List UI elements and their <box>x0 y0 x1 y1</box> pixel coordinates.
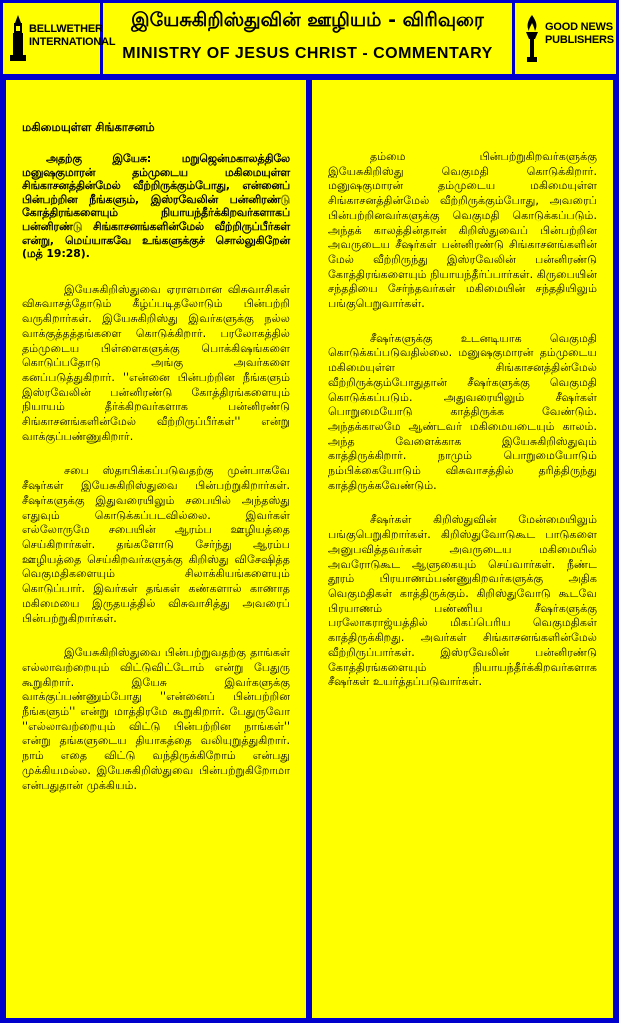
logo-left-line2: INTERNATIONAL <box>29 36 116 48</box>
logo-right-line1: GOOD NEWS <box>545 21 613 33</box>
bellwether-logo <box>3 3 116 74</box>
bell-tower-icon <box>9 15 27 61</box>
paragraph: இயேசுகிறிஸ்துவை பின்பற்றுவதற்கு தாங்கள் எல்லாவற்றையும் விட்டுவிட்டோம் என்று பேதுரு கூறுகிறார். இயேசு இவர்களுக்கு வாக்குப்பண்ணும்போது ''என்னைப் பின்பற்றின நீங்களும்'' என்று மாத்திரமே கூறுகிறார். பேதுருவோ ''எல்லாவற்றையும் விட்டு பின்பற்றின நாங்கள்'' என்று தங்களுடைய தியாகத்தை வலியுறுத்துகிறார். நாம் எதை விட்டு வந்திருக்கிறோம் என்பது முக்கியமல்ல. இயேசுகிறிஸ்துவை பின்பற்றுகிறோமா என்பதுதான் முக்கியம். <box>22 646 290 792</box>
left-column <box>6 80 306 1018</box>
good-news-logo-text <box>545 21 614 47</box>
title-english: MINISTRY OF JESUS CHRIST - COMMENTARY <box>122 45 493 62</box>
page-title <box>103 3 512 74</box>
scripture-quote: அதற்கு இயேசு: மறுஜென்மகாலத்திலே மனுஷகுமாரன் தம்முடைய மகிமையுள்ள சிங்காசனத்தின்மேல் வீற்றிருக்கும்போது, என்னைப் பின்பற்றின நீங்களும், இஸ்ரவேலின் பன்னிரண்டு கோத்திரங்களையும் நியாயந்தீர்க்கிறவர்களாகப் பன்னிரண்டு சிங்காசனங்களின்மேல் வீற்றிருப்பீர்கள் என்று, மெய்யாகவே உங்களுக்குச் சொல்லுகிறேன் (மத் 19:28). <box>22 152 290 261</box>
paragraph: இயேசுகிறிஸ்துவை ஏராளமான விசுவாசிகள் விசுவாசத்தோடும் கீழ்ப்படிதலோடும் பின்பற்றி வருகிறார்கள். இயேசுகிறிஸ்து இவர்களுக்கு நல்ல வாக்குத்தத்தங்களை கொடுக்கிறார். பரலோகத்தில் தம்முடைய பிள்ளைகளுக்கு பொக்கிஷங்களை கொடுப்பதோடு அங்கு அவர்களை கனப்படுத்துகிறார். ''என்னை பின்பற்றின நீங்களும் இஸ்ரவேலின் பன்னிரண்டு கோத்திரங்களையும் நியாயம் தீர்க்கிறவர்களாக பன்னிரண்டு சிங்காசனங்களின்மேல் வீற்றிருப்பீர்கள்'' என்று வாக்குப்பண்ணுகிறார். <box>22 282 290 443</box>
title-tamil: இயேசுகிறிஸ்துவின் ஊழியம் - விரிவுரை <box>131 9 484 31</box>
right-column <box>312 80 613 1018</box>
paragraph: தம்மை பின்பற்றுகிறவர்களுக்கு இயேசுகிறிஸ்து வெகுமதி கொடுக்கிறார். மனுஷகுமாரன் தம்முடைய மகிமையுள்ள சிங்காசனத்தின்மேல் வீற்றிருக்கும்போது, அவரைப் பின்பற்றினவர்களுக்கு வெகுமதி கொடுக்கப்படும். அந்தக் காலத்தின்தான் கிறிஸ்துவைப் பின்பற்றின அவருடைய சீஷர்கள் பன்னிரண்டு சிங்காசனங்களின் மேல் வீற்றிருந்து இஸ்ரவேலின் பன்னிரண்டு கோத்திரங்களையும் நியாயந்தீர்ப்பார்கள். கிருபையின் சந்ததியை சேர்ந்தவர்கள் மகிமையின் சந்ததியிலும் பங்குபெறுவார்கள். <box>328 150 597 311</box>
logo-right-line2: PUBLISHERS <box>545 34 614 46</box>
paragraph: சீஷர்களுக்கு உடனடியாக வெகுமதி கொடுக்கப்படுவதில்லை. மனுஷகுமாரன் தம்முடைய மகிமையுள்ள சிங்காசனத்தின்மேல் வீற்றிருக்கும்போதுதான் சீஷர்களுக்கு வெகுமதி கொடுக்கப்படும். அதுவரையிலும் சீஷர்கள் பொறுமையோடு காத்திருக்க வேண்டும். அந்தக்காலமே ஆண்டவர் மகிமையடையும் காலம். அந்த வேளைக்காக இயேசுகிறிஸ்துவும் காத்திருக்கிறார். நாமும் பொறுமையோடும் நம்பிக்கையோடும் விசுவாசத்தில் தரித்திருந்து காத்திருக்கவேண்டும். <box>328 331 597 492</box>
good-news-logo <box>512 3 616 74</box>
page-header <box>3 3 616 74</box>
torch-icon <box>521 15 543 63</box>
logo-left-line1: BELLWETHER <box>29 23 103 35</box>
paragraph: சபை ஸ்தாபிக்கப்படுவதற்கு முன்பாகவே சீஷர்கள் இயேசுகிறிஸ்துவை பின்பற்றுகிறார்கள். சீஷர்களுக்கு இதுவரையிலும் சபையில் அந்தஸ்து எதுவும் கொடுக்கப்படவில்லை. இவர்கள் எல்லோருமே சபையின் ஆரம்ப ஊழியத்தை செய்கிறார்கள். தங்களோடு சேர்ந்து ஆரம்ப ஊழியத்தை செய்கிறவர்களுக்கு கிறிஸ்து விசேஷித்த வெகுமதிகளையும் சிலாக்கியங்களையும் கொடுப்பார். இவர்கள் தங்கள் கண்களால் காணாத மகிமையை இருதயத்தில் விசுவாசித்து அவரைப் பின்பற்றுகிறார்கள். <box>22 464 290 625</box>
section-heading: மகிமையுள்ள சிங்காசனம் <box>22 120 155 134</box>
paragraph: சீஷர்கள் கிறிஸ்துவின் மேன்மையிலும் பங்குபெறுகிறார்கள். கிறிஸ்துவோடுகூட பாடுகளை அனுபவித்தவர்கள் அவருடைய மகிமையில் அவரோடுகூட ஆளுகையும் செய்வார்கள். நீண்ட தூரம் பிரயாணம்பண்ணுகிறவர்களுக்கு அதிக வெகுமதிகள் காத்திருக்கும். கிறிஸ்துவோடு கூடவே பிரயாணம் பண்ணிய சீஷர்களுக்கு பரலோகராஜ்யத்தில் மிகப்பெரிய வெகுமதிகள் காத்திருக்கிறது. அவர்கள் சிங்காசனங்களின்மேல் வீற்றிருப்பார்கள். இஸ்ரவேலின் பன்னிரண்டு கோத்திரங்களையும் நியாயந்தீர்க்கிறவர்களாக சீஷர்கள் உயர்த்தப்படுவார்கள். <box>328 513 597 689</box>
